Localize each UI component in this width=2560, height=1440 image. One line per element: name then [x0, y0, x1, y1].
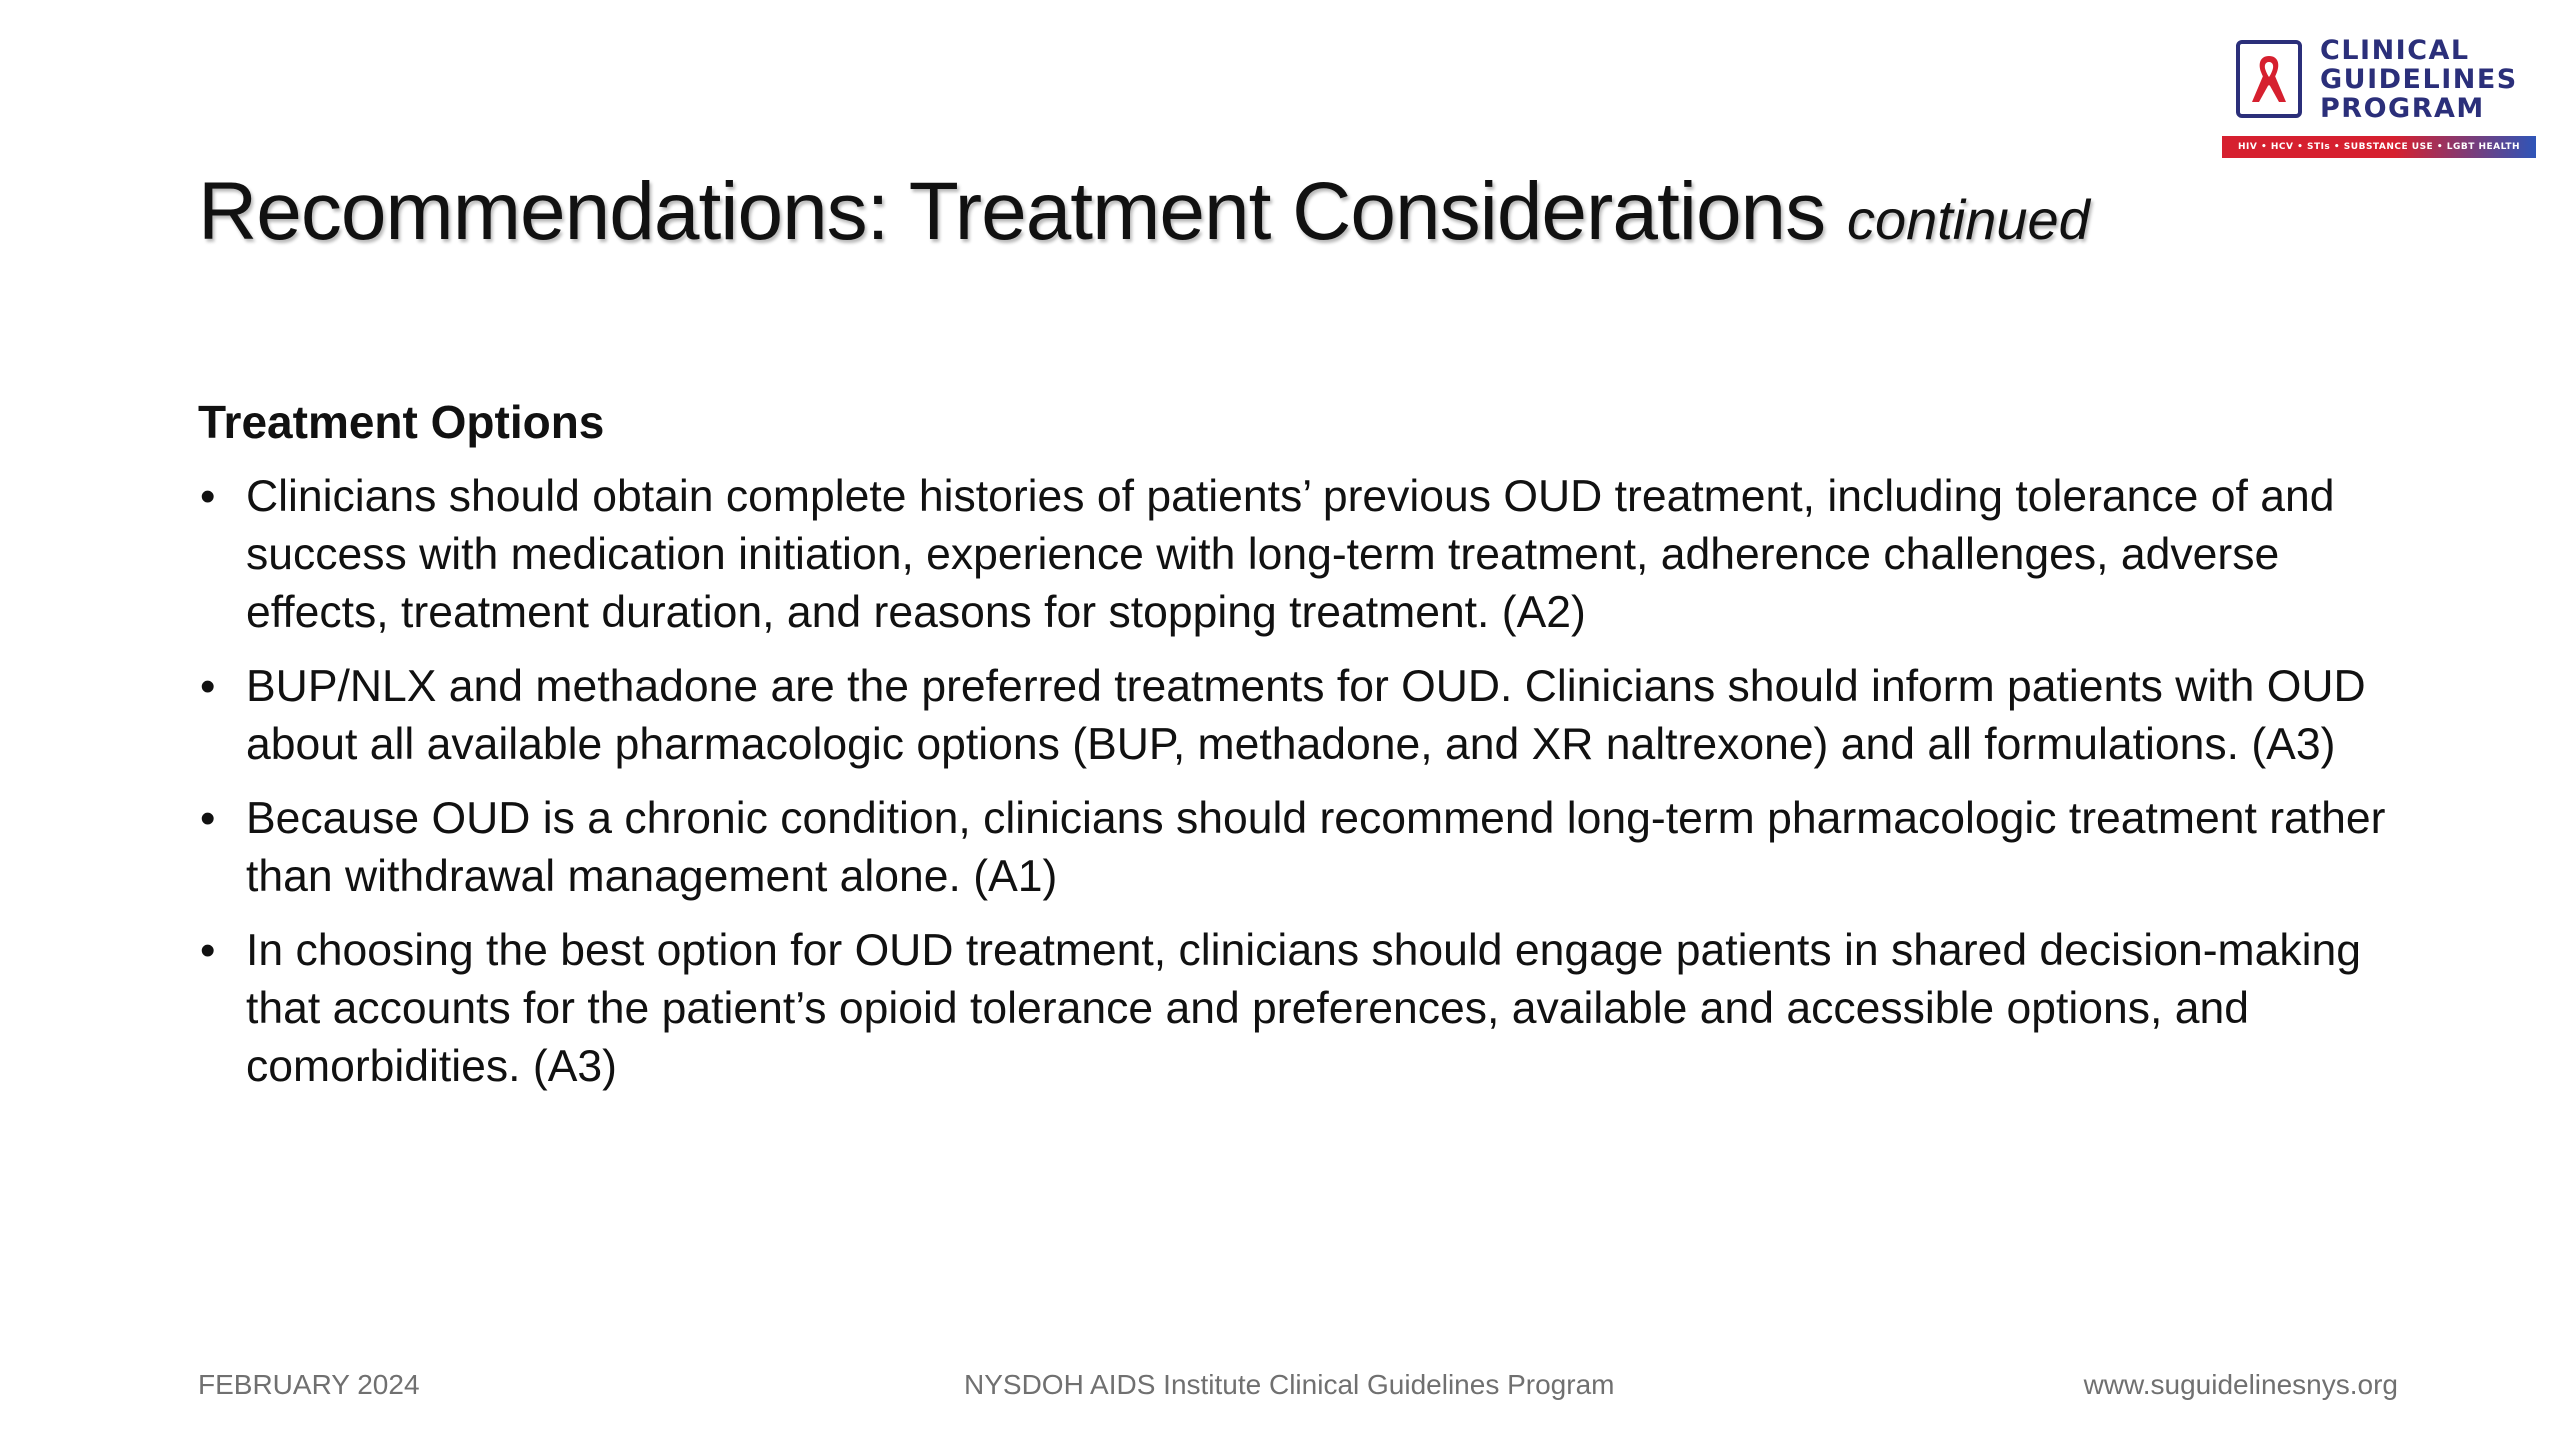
bullet-text: Clinicians should obtain complete histories of patients’ previous OUD treatment, including tolerance of and success with medication initiation, experience with long-term treatment, adherence challenges, adverse effects, treatment duration, and reasons for stopping treatment. (A2)	[246, 472, 2335, 637]
bullet-item	[198, 468, 2398, 642]
title-main: Recommendations: Treatment Considerations	[198, 166, 1826, 257]
bullet-list	[198, 468, 2398, 1112]
bullet-item	[198, 658, 2398, 774]
logo-text	[2320, 36, 2540, 123]
logo-line-1: CLINICAL	[2320, 35, 2470, 66]
bullet-dot-icon: •	[200, 926, 216, 975]
bullet-text: Because OUD is a chronic condition, clinicians should recommend long-term pharmacologic treatment rather than withdrawal management alone. (A1)	[246, 794, 2386, 901]
logo-line-2: GUIDELINES	[2320, 64, 2518, 95]
footer-program: NYSDOH AIDS Institute Clinical Guidelines Program	[964, 1369, 1615, 1400]
logo-line-3: PROGRAM	[2320, 93, 2485, 124]
footer-date: FEBRUARY 2024	[198, 1369, 420, 1400]
logo-emblem	[2236, 40, 2302, 118]
bullet-dot-icon: •	[200, 472, 216, 521]
footer-url: www.suguidelinesnys.org	[2083, 1369, 2398, 1400]
bullet-item	[198, 790, 2398, 906]
bullet-dot-icon: •	[200, 794, 216, 843]
logo-tagline-bar: HIV • HCV • STIs • SUBSTANCE USE • LGBT HEALTH	[2222, 136, 2536, 158]
title-continued: continued	[1846, 188, 2090, 251]
ribbon-icon	[2248, 52, 2290, 108]
section-heading: Treatment Options	[198, 396, 605, 448]
clinical-guidelines-logo	[2236, 36, 2536, 160]
bullet-text: BUP/NLX and methadone are the preferred treatments for OUD. Clinicians should inform patients with OUD about all available pharmacologic options (BUP, methadone, and XR naltrexone) and all formulations. (A3)	[246, 662, 2366, 769]
bullet-text: In choosing the best option for OUD treatment, clinicians should engage patients in shared decision-making that accounts for the patient’s opioid tolerance and preferences, available and accessible options, and comorbidities. (A3)	[246, 926, 2361, 1091]
bullet-dot-icon: •	[200, 662, 216, 711]
bullet-item	[198, 922, 2398, 1096]
slide-title	[198, 162, 2298, 270]
